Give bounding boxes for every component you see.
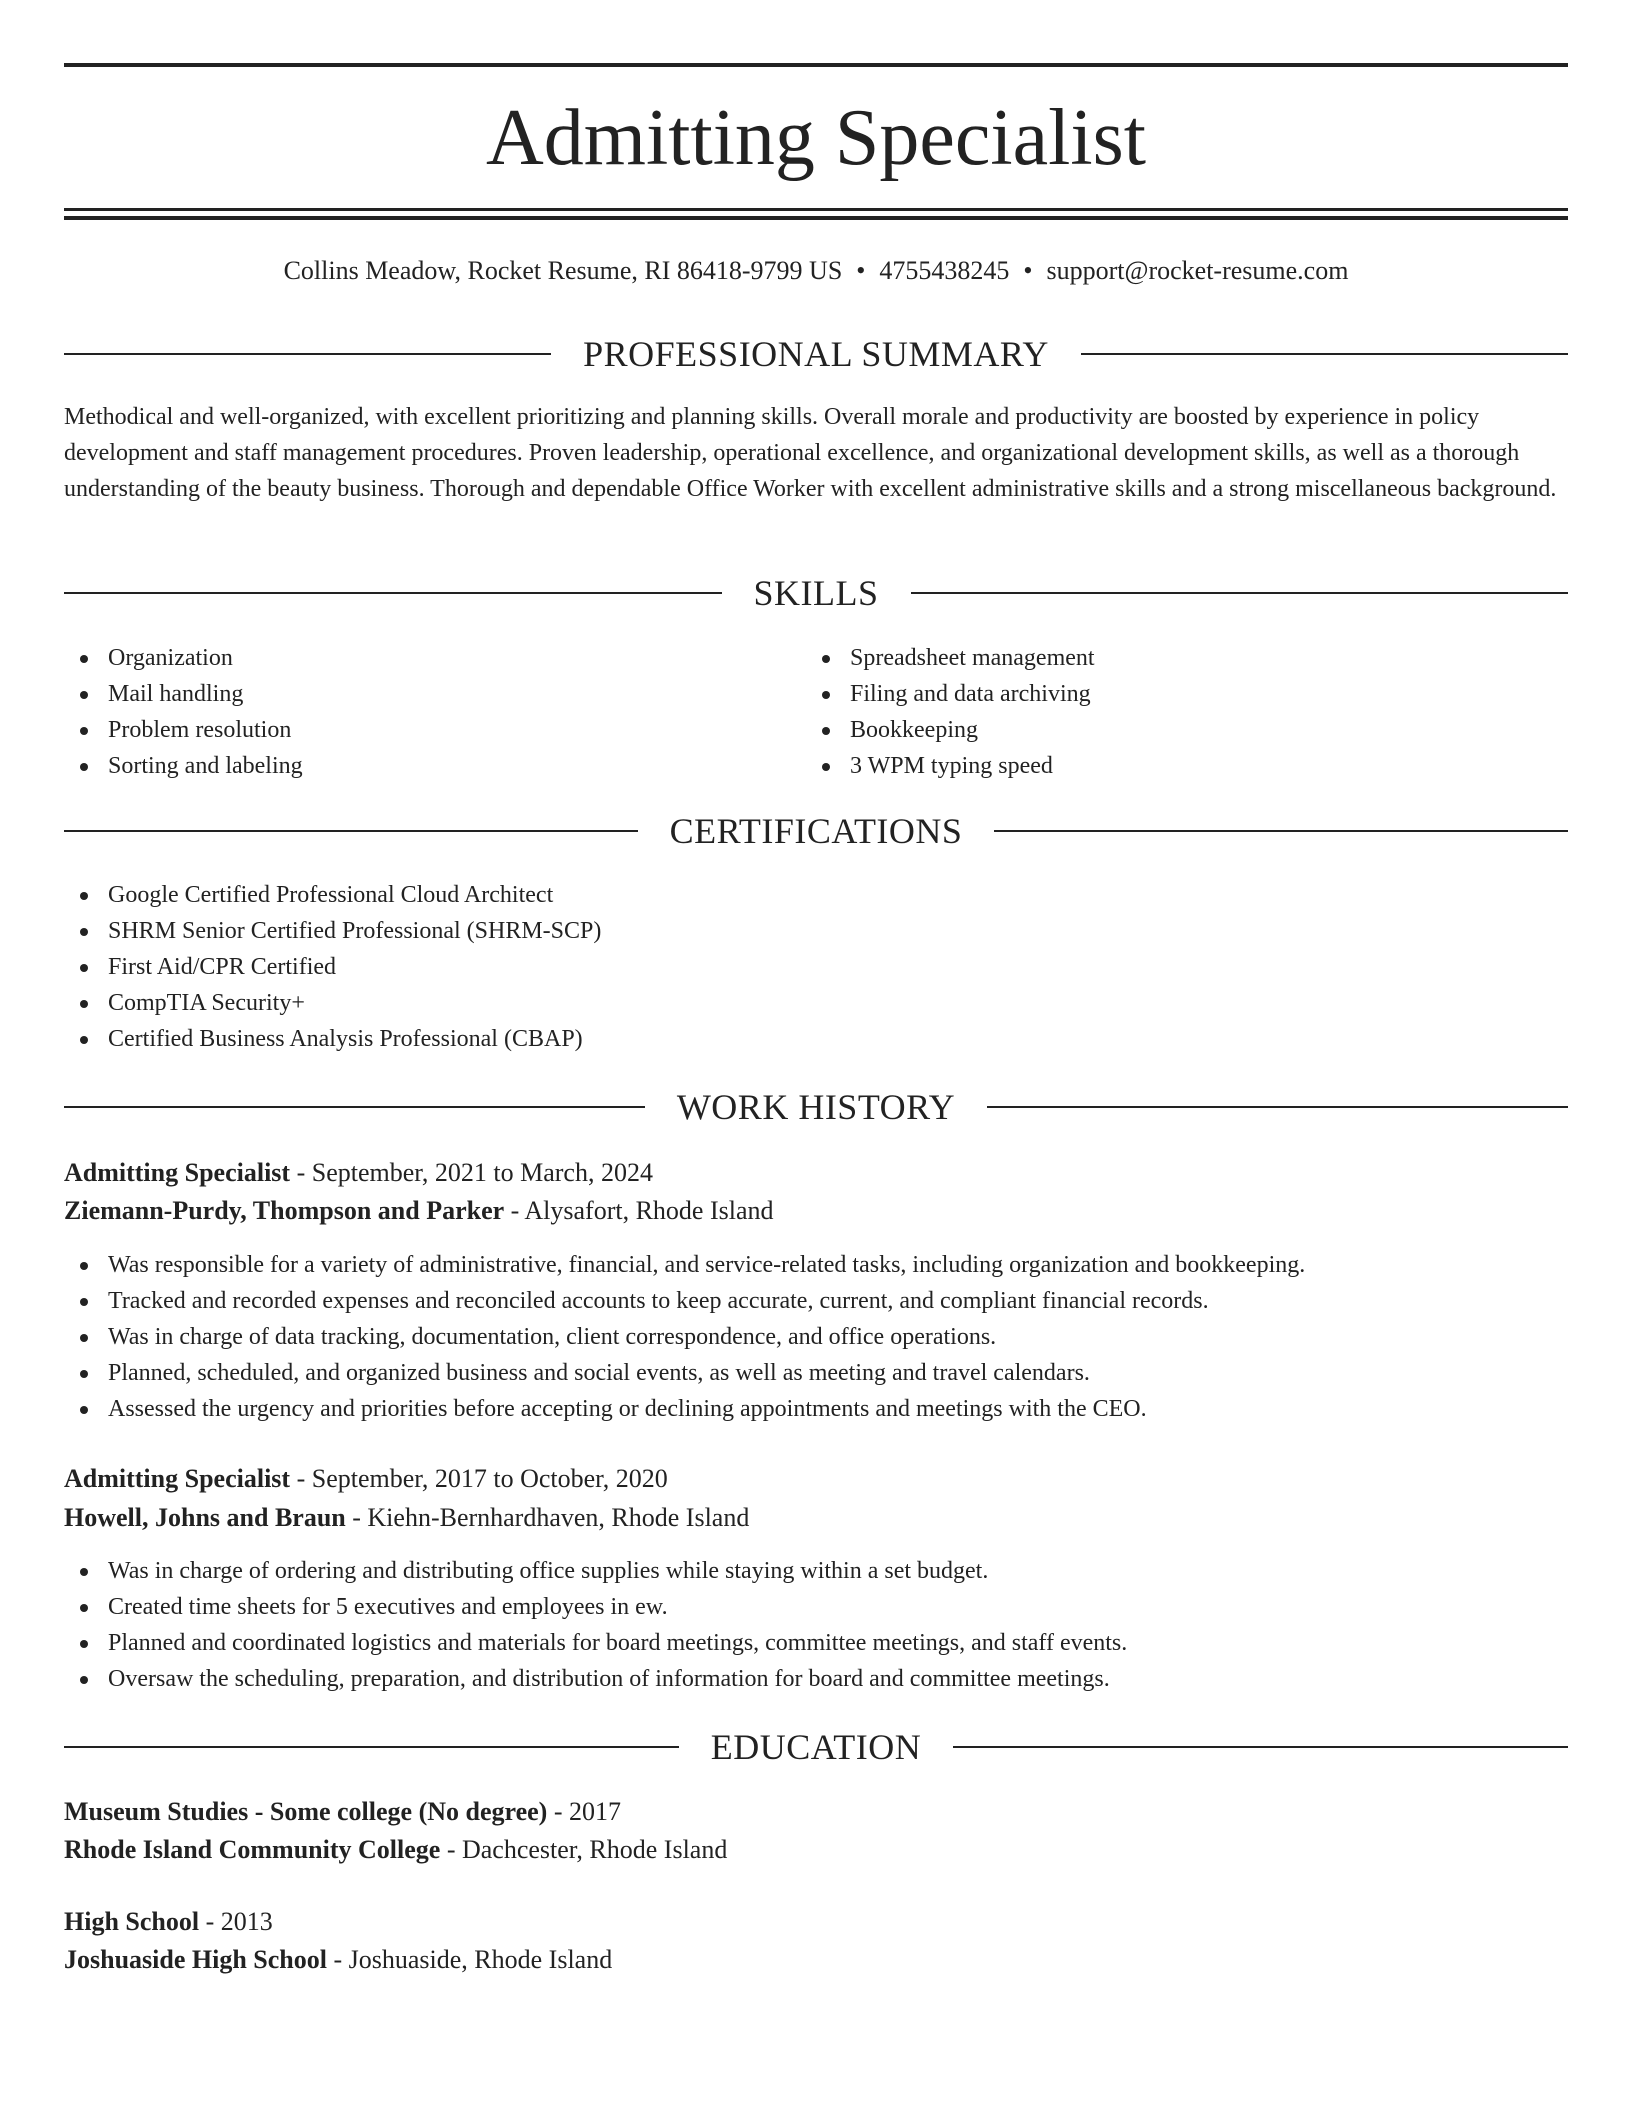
skill-item: Filing and data archiving [806, 676, 1546, 712]
job-duties-list [64, 1247, 1568, 1427]
job-location: - Kiehn-Bernhardhaven, Rhode Island [345, 1503, 750, 1532]
skills-list-right [806, 640, 1546, 784]
summary-heading-label: PROFESSIONAL SUMMARY [583, 334, 1049, 374]
skill-item: Spreadsheet management [806, 640, 1546, 676]
certifications-heading-label: CERTIFICATIONS [669, 811, 963, 851]
education-school: Rhode Island Community College [64, 1835, 441, 1864]
work-heading [64, 1085, 1568, 1129]
education-school-line [64, 1831, 727, 1869]
job-company-line [64, 1192, 774, 1230]
skill-item: 3 WPM typing speed [806, 748, 1546, 784]
heading-rule-right [911, 592, 1569, 594]
heading-rule-left [64, 1746, 679, 1748]
contact-separator: • [856, 256, 866, 285]
job-title: Admitting Specialist [64, 1464, 291, 1493]
job-company: Ziemann-Purdy, Thompson and Parker [64, 1196, 505, 1225]
education-location: - Dachcester, Rhode Island [440, 1835, 728, 1864]
job-duties-list [64, 1553, 1568, 1697]
summary-text: Methodical and well-organized, with excellent prioritizing and planning skills. Overall morale and productivity are boosted by experience in policy development and staff management procedures. Proven leadership, operational excellence, and organizational development skills, as well as a thorough understanding of the beauty business. Thorough and dependable Office Worker with excellent administrative skills and a strong miscellaneous background. [64, 404, 1557, 502]
job-location: - Alysafort, Rhode Island [504, 1196, 774, 1225]
job-title: Admitting Specialist [64, 1158, 291, 1187]
education-degree: Museum Studies - Some college (No degree) [64, 1797, 548, 1826]
job-duty-item: Was in charge of data tracking, documentation, client correspondence, and office operations. [64, 1319, 1568, 1355]
heading-rule-left [64, 1106, 645, 1108]
skills-list-left [64, 640, 804, 784]
skill-item: Bookkeeping [806, 712, 1546, 748]
title-rule-lower [64, 216, 1568, 220]
heading-rule-right [987, 1106, 1568, 1108]
education-school: Joshuaside High School [64, 1945, 327, 1974]
job-duty-item: Tracked and recorded expenses and reconciled accounts to keep accurate, current, and compliant financial records. [64, 1283, 1568, 1319]
contact-phone: 4755438245 [879, 256, 1010, 285]
contact-address: Collins Meadow, Rocket Resume, RI 86418-9799 US [283, 256, 843, 285]
education-year: - 2017 [547, 1797, 621, 1826]
certification-item: SHRM Senior Certified Professional (SHRM-SCP) [64, 913, 1568, 949]
heading-rule-left [64, 353, 551, 355]
job-duty-item: Was responsible for a variety of administrative, financial, and service-related tasks, including organization and bookkeeping. [64, 1247, 1568, 1283]
heading-rule-left [64, 592, 722, 594]
work-heading-label: WORK HISTORY [676, 1087, 956, 1127]
certification-item: CompTIA Security+ [64, 985, 1568, 1021]
title-rule-upper [64, 208, 1568, 211]
job-company: Howell, Johns and Braun [64, 1503, 346, 1532]
job-duty-item: Oversaw the scheduling, preparation, and distribution of information for board and committee meetings. [64, 1661, 1568, 1697]
education-degree-line [64, 1793, 621, 1831]
heading-rule-right [953, 1746, 1568, 1748]
job-dates: - September, 2017 to October, 2020 [290, 1464, 668, 1493]
education-degree: High School [64, 1907, 200, 1936]
skills-heading [64, 571, 1568, 615]
education-year: - 2013 [199, 1907, 273, 1936]
contact-email: support@rocket-resume.com [1046, 256, 1349, 285]
certification-item: First Aid/CPR Certified [64, 949, 1568, 985]
skill-item: Mail handling [64, 676, 804, 712]
skill-item: Organization [64, 640, 804, 676]
certifications-heading [64, 809, 1568, 853]
summary-heading [64, 332, 1568, 376]
skills-heading-label: SKILLS [753, 573, 879, 613]
skill-item: Sorting and labeling [64, 748, 804, 784]
contact-separator: • [1023, 256, 1033, 285]
contact-line [64, 253, 1568, 289]
job-company-line [64, 1499, 749, 1537]
education-heading [64, 1725, 1568, 1769]
heading-rule-left [64, 830, 638, 832]
job-duty-item: Was in charge of ordering and distributing office supplies while staying within a set budget. [64, 1553, 1568, 1589]
heading-rule-right [1081, 353, 1568, 355]
job-title-line [64, 1154, 653, 1192]
certification-item: Google Certified Professional Cloud Architect [64, 877, 1568, 913]
education-heading-label: EDUCATION [710, 1727, 922, 1767]
skill-item: Problem resolution [64, 712, 804, 748]
education-school-line [64, 1941, 612, 1979]
job-title-line [64, 1460, 668, 1498]
job-dates: - September, 2021 to March, 2024 [290, 1158, 653, 1187]
heading-rule-right [994, 830, 1568, 832]
job-duty-item: Created time sheets for 5 executives and employees in ew. [64, 1589, 1568, 1625]
certification-item: Certified Business Analysis Professional (CBAP) [64, 1021, 1568, 1057]
resume-title: Admitting Specialist [486, 94, 1146, 182]
top-rule [64, 63, 1568, 67]
job-duty-item: Planned and coordinated logistics and materials for board meetings, committee meetings, and staff events. [64, 1625, 1568, 1661]
job-duty-item: Assessed the urgency and priorities before accepting or declining appointments and meetings with the CEO. [64, 1391, 1568, 1427]
education-degree-line [64, 1903, 273, 1941]
job-duty-item: Planned, scheduled, and organized business and social events, as well as meeting and travel calendars. [64, 1355, 1568, 1391]
education-location: - Joshuaside, Rhode Island [326, 1945, 613, 1974]
certifications-list [64, 877, 1568, 1057]
